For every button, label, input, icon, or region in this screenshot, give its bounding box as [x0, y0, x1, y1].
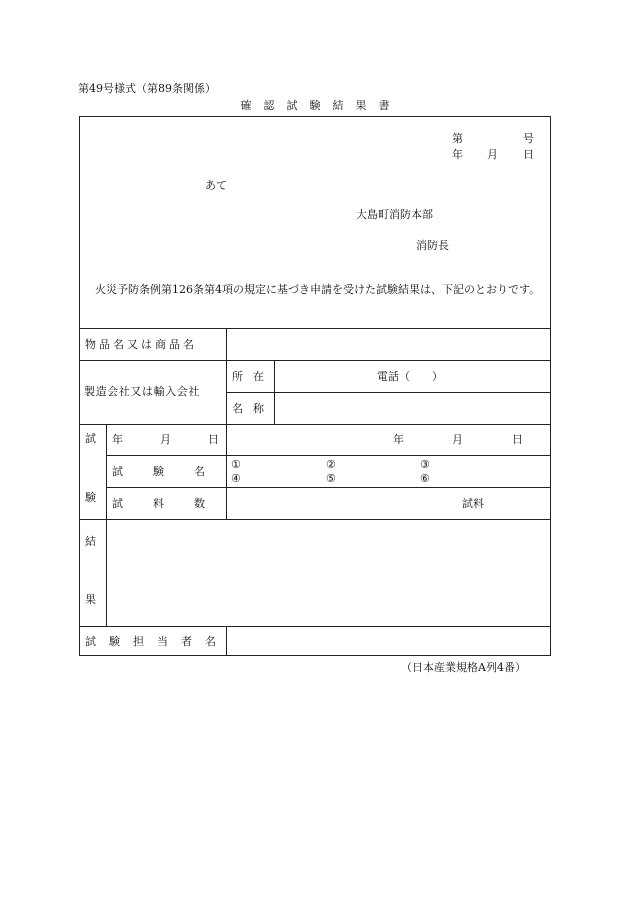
issuer-title: 消防長: [416, 239, 449, 252]
body-text: 火災予防条例第126条第4項の規定に基づき申請を受けた試験結果は、下記のとおりです。: [95, 283, 541, 296]
rule: [274, 360, 275, 424]
header-day: 日: [523, 148, 534, 161]
product-name-label: [85, 339, 218, 350]
date-label-year: 年: [112, 433, 123, 446]
circled-2: ②: [326, 458, 336, 471]
test-name-label: 試験名: [112, 465, 235, 478]
result-vertical-bottom: 果: [85, 593, 96, 606]
location-label: 所在: [232, 370, 274, 383]
rule: [80, 519, 550, 520]
sample-count-label: 試料数: [112, 497, 235, 510]
rule: [226, 328, 227, 519]
issuer-org: 大島町消防本部: [356, 208, 433, 221]
rule: [106, 455, 550, 456]
test-vertical-top: 試: [85, 432, 96, 445]
rule: [80, 626, 550, 627]
rule: [80, 360, 550, 361]
header-month: 月: [487, 148, 498, 161]
circled-6: ⑥: [420, 472, 430, 485]
phone-label: 電話（ ）: [377, 370, 443, 383]
number-prefix: 第: [452, 132, 463, 145]
sample-unit: 試料: [462, 497, 484, 510]
rule: [80, 424, 550, 425]
date-value-month: 月: [452, 433, 463, 446]
date-label-day: 日: [208, 433, 219, 446]
circled-1: ①: [231, 458, 241, 471]
rule: [106, 424, 107, 626]
addressee: あて: [205, 179, 227, 192]
footnote: （日本産業規格A列4番）: [401, 661, 526, 674]
date-value-day: 日: [512, 433, 523, 446]
circled-3: ③: [420, 458, 430, 471]
document-title: 確認試験結果書: [240, 99, 402, 112]
header-year: 年: [452, 148, 463, 161]
circled-5: ⑤: [326, 472, 336, 485]
date-value-year: 年: [393, 433, 404, 446]
tester-label: 試験担当者名: [85, 635, 229, 648]
product-name-text: 物品名又は商品名: [85, 338, 197, 351]
number-suffix: 号: [523, 132, 534, 145]
manufacturer-label: 製造会社又は輸入会社: [84, 385, 200, 398]
result-vertical-top: 結: [85, 535, 96, 548]
rule: [80, 328, 550, 329]
test-vertical-bottom: 験: [85, 491, 96, 504]
name-label: 名称: [232, 402, 274, 415]
form-label: 第49号様式（第89条関係）: [78, 82, 216, 95]
date-label-month: 月: [160, 433, 171, 446]
circled-4: ④: [231, 472, 241, 485]
rule: [106, 487, 550, 488]
